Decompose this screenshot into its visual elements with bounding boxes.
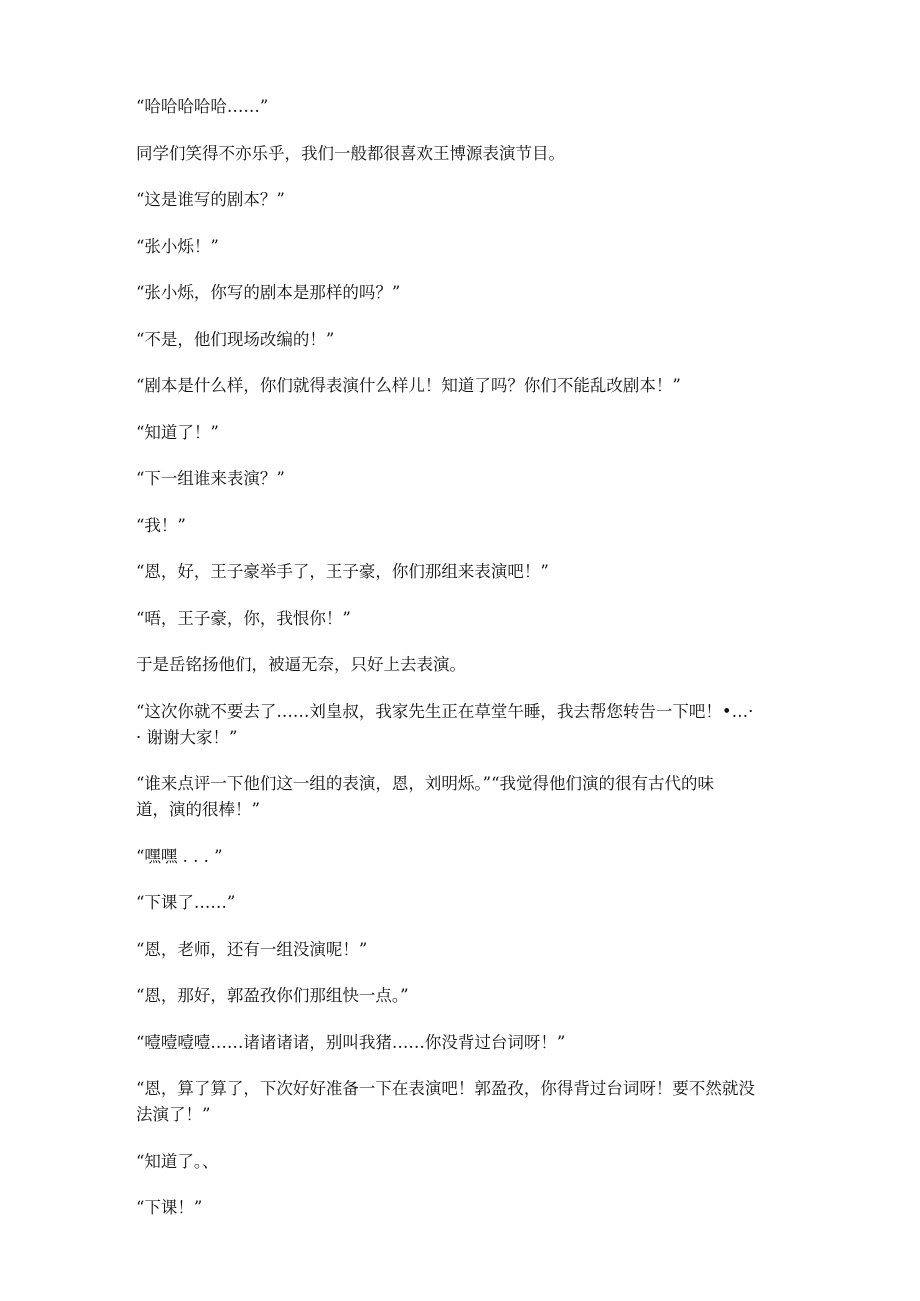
- paragraph: 同学们笑得不亦乐乎，我们一般都很喜欢王博源表演节目。: [136, 143, 565, 163]
- paragraph: “恩，好，王子豪举手了，王子豪，你们那组来表演吧！”: [136, 562, 549, 581]
- paragraph: “哈哈哈哈哈……”: [136, 97, 269, 116]
- paragraph: “剧本是什么样，你们就得表演什么样儿！知道了吗？你们不能乱改剧本！”: [136, 376, 681, 395]
- paragraph: “谁来点评一下他们这一组的表演，恩，刘明烁。”“我觉得他们演的很有古代的味 道，演的很棒！”: [136, 774, 715, 819]
- paragraph: “知道了！”: [136, 422, 219, 442]
- paragraph: “下一组谁来表演？”: [136, 469, 285, 488]
- paragraph: “恩，算了算了，下次好好准备一下在表演吧！郭盈孜，你得背过台词呀！要不然就没 法演了！”: [136, 1079, 755, 1124]
- paragraph: “这是谁写的剧本？”: [136, 190, 285, 209]
- paragraph: “张小烁！”: [136, 236, 219, 256]
- paragraph: “这次你就不要去了……刘皇叔，我家先生正在草堂午睡，我去帮您转告一下吧！•…· · 谢谢大家！”: [136, 701, 754, 747]
- paragraph: “恩，老师，还有一组没演呢！”: [136, 939, 368, 959]
- document-body: [136, 94, 796, 1242]
- paragraph: “不是，他们现场改编的！”: [136, 329, 335, 349]
- paragraph: “下课！”: [136, 1198, 203, 1217]
- paragraph: “噎噎噎噎……诸诸诸诸，别叫我猪……你没背过台词呀！”: [136, 1032, 566, 1052]
- paragraph: “唔，王子豪，你，我恨你！”: [136, 608, 351, 628]
- paragraph: “我！”: [136, 515, 186, 535]
- paragraph: “下课了……”: [136, 893, 236, 912]
- paragraph: 于是岳铭扬他们，被逼无奈，只好上去表演。: [136, 655, 466, 674]
- paragraph: “张小烁，你写的剧本是那样的吗？”: [136, 283, 401, 302]
- paragraph: “恩，那好，郭盈孜你们那组快一点。”: [136, 986, 409, 1005]
- paragraph: “知道了。、: [136, 1151, 219, 1171]
- paragraph: “嘿嘿 . . . ”: [136, 846, 223, 866]
